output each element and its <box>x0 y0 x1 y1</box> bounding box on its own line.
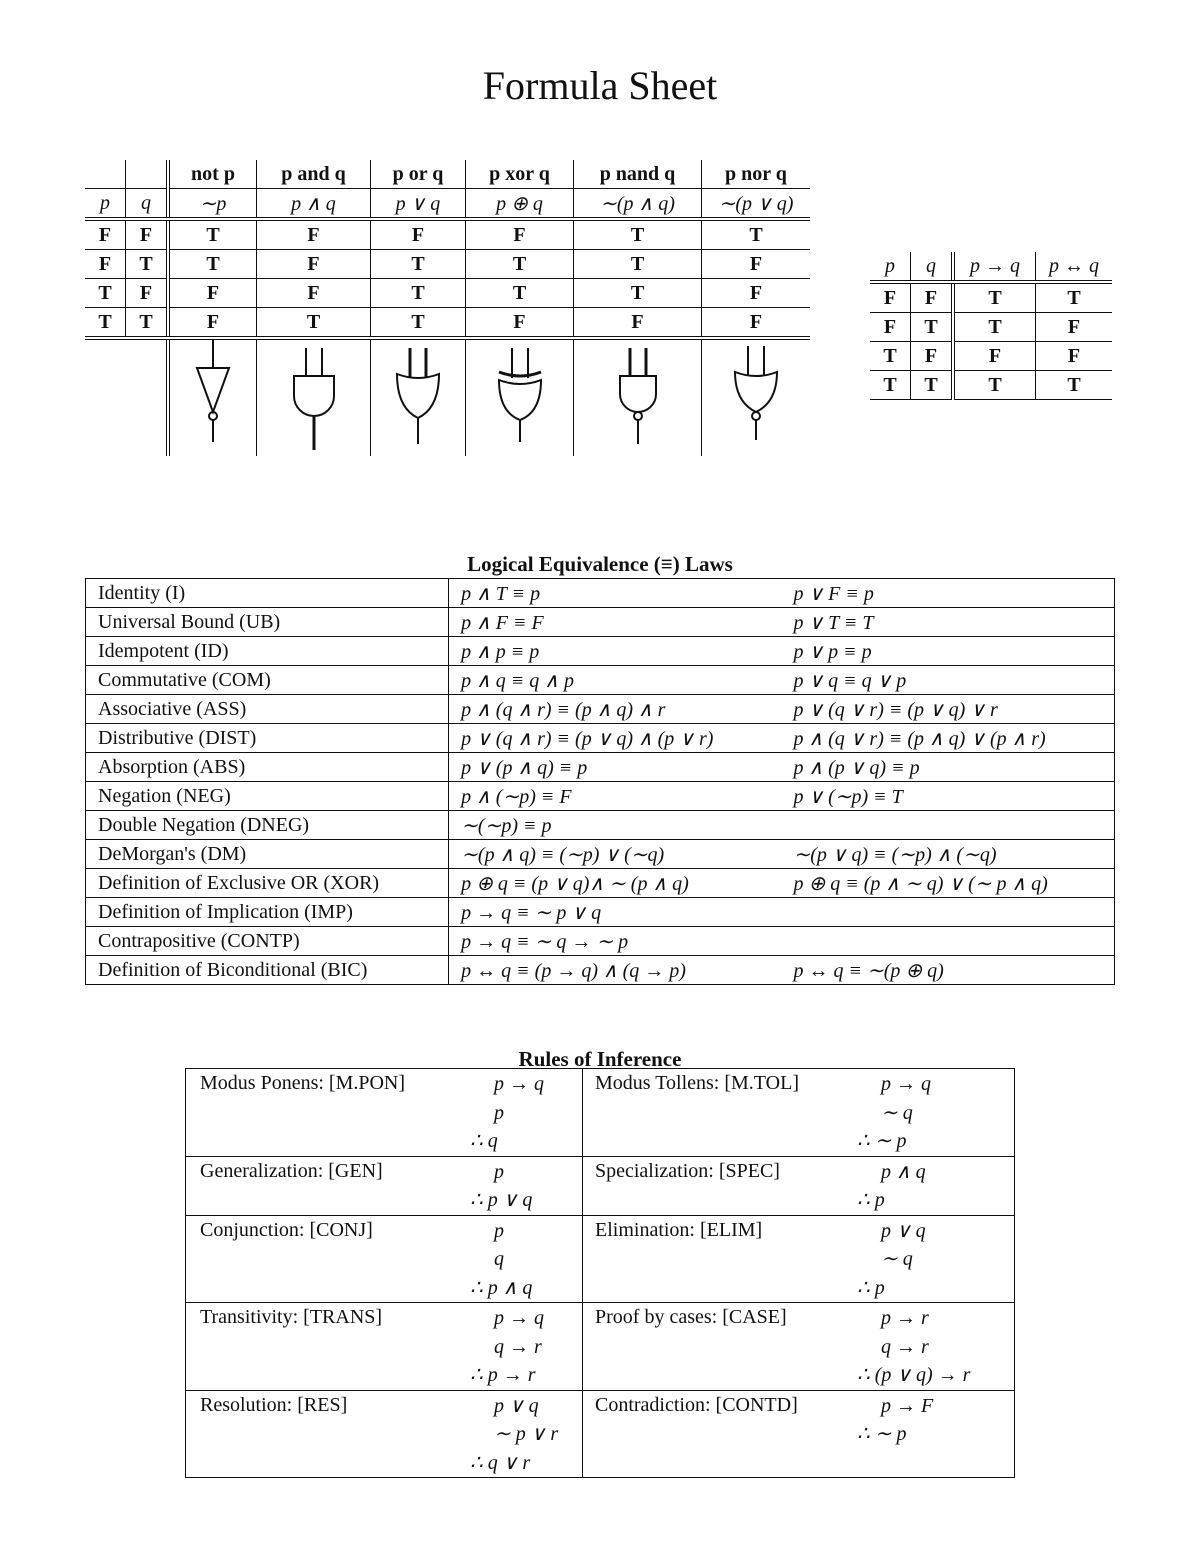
rule-name: Proof by cases: [CASE] <box>583 1303 858 1391</box>
law-row <box>86 898 1115 927</box>
law-formula: p → q ≡ ∼ q → ∼ p <box>449 927 782 956</box>
truth-cell: T <box>574 250 702 279</box>
law-name: Double Negation (DNEG) <box>86 811 449 840</box>
law-formula: p ↔ q ≡ ∼(p ⊕ q) <box>781 956 1114 985</box>
sym-header: p ∧ q <box>257 189 371 220</box>
law-row <box>86 695 1115 724</box>
formula-line: p → r <box>881 1307 929 1329</box>
rule-name: Contradiction: [CONTD] <box>583 1390 858 1478</box>
rule-row <box>186 1390 1015 1478</box>
law-formula: p ∧ p ≡ p <box>449 637 782 666</box>
truth-cell: F <box>257 219 371 250</box>
law-row <box>86 927 1115 956</box>
gate-row <box>85 338 810 456</box>
nor-gate-icon <box>702 338 811 456</box>
rule-formula <box>470 1215 583 1303</box>
small-header: q <box>911 252 954 282</box>
law-formula: p ∧ (∼p) ≡ F <box>449 782 782 811</box>
table-row <box>85 219 810 250</box>
law-formula: p ∧ (p ∨ q) ≡ p <box>781 753 1114 782</box>
rule-name: Modus Ponens: [M.PON] <box>186 1069 471 1157</box>
and-gate-icon <box>257 338 371 456</box>
op-header: p or q <box>371 160 466 189</box>
law-row <box>86 782 1115 811</box>
law-formula: p → q ≡ ∼ p ∨ q <box>449 898 782 927</box>
small-header: p <box>870 252 911 282</box>
law-name: Definition of Biconditional (BIC) <box>86 956 449 985</box>
truth-cell: F <box>702 279 811 308</box>
truth-cell: F <box>953 342 1036 371</box>
formula-line: ∴ ∼ p <box>857 1423 907 1445</box>
truth-cell: T <box>911 371 954 400</box>
formula-line: p ∨ q <box>494 1394 539 1417</box>
truth-cell: T <box>1036 282 1113 313</box>
law-formula: ∼(p ∧ q) ≡ (∼p) ∨ (∼q) <box>449 840 782 869</box>
truth-cell: T <box>953 371 1036 400</box>
op-header: p xor q <box>466 160 574 189</box>
law-formula: ∼(p ∨ q) ≡ (∼p) ∧ (∼q) <box>781 840 1114 869</box>
law-name: Contrapositive (CONTP) <box>86 927 449 956</box>
law-formula: p ∧ T ≡ p <box>449 579 782 608</box>
formula-line: p → q <box>494 1307 544 1329</box>
law-formula <box>781 898 1114 927</box>
var-header: q <box>126 189 169 220</box>
formula-line: p ∧ q <box>881 1160 926 1183</box>
rule-name: Conjunction: [CONJ] <box>186 1215 471 1303</box>
truth-cell: T <box>870 371 911 400</box>
law-formula: p ∨ p ≡ p <box>781 637 1114 666</box>
law-formula: p ∨ F ≡ p <box>781 579 1114 608</box>
formula-line: p <box>494 1101 504 1124</box>
truth-cell: T <box>168 250 257 279</box>
rule-formula <box>470 1069 583 1157</box>
rule-row <box>186 1069 1015 1157</box>
law-name: Associative (ASS) <box>86 695 449 724</box>
law-row <box>86 753 1115 782</box>
laws-title: Logical Equivalence (≡) Laws <box>467 552 733 576</box>
law-formula: p ∨ T ≡ T <box>781 608 1114 637</box>
truth-cell: F <box>85 219 126 250</box>
var-header: p <box>85 189 126 220</box>
truth-cell: T <box>371 279 466 308</box>
sym-header: ∼(p ∨ q) <box>702 189 811 220</box>
law-formula: p ∧ (q ∨ r) ≡ (p ∧ q) ∨ (p ∧ r) <box>781 724 1114 753</box>
law-formula: p ∧ q ≡ q ∧ p <box>449 666 782 695</box>
truth-cell: F <box>870 282 911 313</box>
truth-cell: T <box>574 219 702 250</box>
formula-line: ∴ q ∨ r <box>470 1451 531 1474</box>
truth-cell: T <box>702 219 811 250</box>
truth-cell: F <box>466 308 574 339</box>
truth-cell: T <box>953 282 1036 313</box>
law-name: Distributive (DIST) <box>86 724 449 753</box>
or-gate-icon <box>371 338 466 456</box>
truth-cell: T <box>466 250 574 279</box>
law-name: Definition of Implication (IMP) <box>86 898 449 927</box>
formula-line: ∼ q <box>881 1101 913 1124</box>
law-formula <box>781 811 1114 840</box>
not-gate-icon <box>168 338 257 456</box>
law-name: Negation (NEG) <box>86 782 449 811</box>
truth-cell: T <box>911 313 954 342</box>
formula-line: ∼ q <box>881 1248 913 1270</box>
truth-cell: T <box>85 308 126 339</box>
law-row <box>86 666 1115 695</box>
law-formula: ∼(∼p) ≡ p <box>449 811 782 840</box>
law-row <box>86 608 1115 637</box>
rule-row <box>186 1156 1015 1215</box>
formula-line: q → r <box>494 1335 542 1358</box>
truth-cell: T <box>371 250 466 279</box>
truth-cell: F <box>870 313 911 342</box>
inference-table <box>185 1068 1015 1478</box>
rule-name: Modus Tollens: [M.TOL] <box>583 1069 858 1157</box>
truth-cell: F <box>371 219 466 250</box>
truth-cell: F <box>702 250 811 279</box>
truth-cell: T <box>1036 371 1113 400</box>
sym-header: p ∨ q <box>371 189 466 220</box>
op-header: not p <box>168 160 257 189</box>
law-row <box>86 956 1115 985</box>
rule-formula <box>857 1390 1015 1478</box>
formula-line: ∴ p <box>857 1189 885 1211</box>
truth-cell: T <box>466 279 574 308</box>
law-name: DeMorgan's (DM) <box>86 840 449 869</box>
formula-line: p → F <box>881 1394 934 1417</box>
truth-cell: T <box>257 308 371 339</box>
law-name: Universal Bound (UB) <box>86 608 449 637</box>
inference-title: Rules of Inference <box>518 1047 682 1071</box>
truth-cell: F <box>257 279 371 308</box>
rule-name: Elimination: [ELIM] <box>583 1215 858 1303</box>
rule-name: Resolution: [RES] <box>186 1390 471 1478</box>
law-row <box>86 724 1115 753</box>
table-row <box>870 313 1112 342</box>
nand-gate-icon <box>574 338 702 456</box>
law-formula: p ∨ (q ∨ r) ≡ (p ∨ q) ∨ r <box>781 695 1114 724</box>
formula-line: p <box>494 1160 504 1183</box>
law-name: Absorption (ABS) <box>86 753 449 782</box>
rule-formula <box>857 1303 1015 1391</box>
formula-line: ∴ ∼ p <box>857 1130 907 1152</box>
law-formula <box>781 927 1114 956</box>
law-name: Identity (I) <box>86 579 449 608</box>
rule-formula <box>470 1303 583 1391</box>
law-formula: p ∧ (q ∧ r) ≡ (p ∧ q) ∧ r <box>449 695 782 724</box>
law-row <box>86 840 1115 869</box>
op-header: p and q <box>257 160 371 189</box>
table-row <box>85 279 810 308</box>
op-header: p nor q <box>702 160 811 189</box>
law-formula: p ↔ q ≡ (p → q) ∧ (q → p) <box>449 956 782 985</box>
rule-name: Generalization: [GEN] <box>186 1156 471 1215</box>
rule-formula <box>470 1390 583 1478</box>
truth-cell: F <box>126 279 169 308</box>
rule-name: Transitivity: [TRANS] <box>186 1303 471 1391</box>
truth-cell: F <box>168 308 257 339</box>
small-header: p → q <box>953 252 1036 282</box>
op-header: p nand q <box>574 160 702 189</box>
rule-formula <box>470 1156 583 1215</box>
law-formula: p ⊕ q ≡ (p ∨ q)∧ ∼ (p ∧ q) <box>449 869 782 898</box>
table-row <box>870 342 1112 371</box>
formula-line: q <box>494 1248 504 1270</box>
law-name: Definition of Exclusive OR (XOR) <box>86 869 449 898</box>
law-name: Commutative (COM) <box>86 666 449 695</box>
page-title: Formula Sheet <box>482 63 718 108</box>
table-row <box>85 250 810 279</box>
law-name: Idempotent (ID) <box>86 637 449 666</box>
law-formula: p ⊕ q ≡ (p ∧ ∼ q) ∨ (∼ p ∧ q) <box>781 869 1114 898</box>
law-row <box>86 869 1115 898</box>
truth-cell: F <box>911 342 954 371</box>
formula-line: ∴ p <box>857 1276 885 1299</box>
truth-cell: F <box>1036 342 1113 371</box>
formula-line: p <box>494 1219 504 1242</box>
xor-gate-icon <box>466 338 574 456</box>
truth-cell: F <box>911 282 954 313</box>
law-formula: p ∧ F ≡ F <box>449 608 782 637</box>
truth-cell: F <box>702 308 811 339</box>
formula-line: ∴ p ∨ q <box>470 1189 533 1211</box>
law-row <box>86 811 1115 840</box>
truth-cell: F <box>126 219 169 250</box>
formula-line: q → r <box>881 1335 929 1358</box>
truth-cell: F <box>466 219 574 250</box>
truth-cell: T <box>574 279 702 308</box>
rule-name: Specialization: [SPEC] <box>583 1156 858 1215</box>
truth-cell: T <box>371 308 466 339</box>
truth-cell: T <box>953 313 1036 342</box>
rule-formula <box>857 1215 1015 1303</box>
truth-table <box>85 160 810 456</box>
truth-cell: T <box>126 250 169 279</box>
small-header: p ↔ q <box>1036 252 1113 282</box>
formula-line: p → q <box>494 1073 544 1095</box>
rule-formula <box>857 1156 1015 1215</box>
truth-cell: F <box>257 250 371 279</box>
formula-line: p ∨ q <box>881 1219 926 1242</box>
truth-cell: T <box>85 279 126 308</box>
law-formula: p ∨ q ≡ q ∨ p <box>781 666 1114 695</box>
law-row <box>86 637 1115 666</box>
law-formula: p ∨ (∼p) ≡ T <box>781 782 1114 811</box>
rule-row <box>186 1303 1015 1391</box>
sym-header: ∼(p ∧ q) <box>574 189 702 220</box>
truth-cell: F <box>168 279 257 308</box>
formula-line: ∼ p ∨ r <box>494 1423 559 1445</box>
truth-cell: F <box>574 308 702 339</box>
truth-cell: T <box>168 219 257 250</box>
truth-cell: T <box>870 342 911 371</box>
formula-line: ∴ (p ∨ q) → r <box>857 1364 971 1386</box>
table-row <box>870 282 1112 313</box>
formula-line: ∴ p ∧ q <box>470 1276 533 1299</box>
rule-row <box>186 1215 1015 1303</box>
formula-line: ∴ p → r <box>470 1364 536 1386</box>
law-formula: p ∨ (q ∧ r) ≡ (p ∨ q) ∧ (p ∨ r) <box>449 724 782 753</box>
truth-cell: T <box>126 308 169 339</box>
truth-cell: F <box>1036 313 1113 342</box>
formula-line: ∴ q <box>470 1130 498 1152</box>
law-row <box>86 579 1115 608</box>
law-formula: p ∨ (p ∧ q) ≡ p <box>449 753 782 782</box>
rule-formula <box>857 1069 1015 1157</box>
sym-header: p ⊕ q <box>466 189 574 220</box>
truth-cell: F <box>85 250 126 279</box>
formula-line: p → q <box>881 1073 931 1095</box>
laws-table <box>85 578 1115 985</box>
table-row <box>870 371 1112 400</box>
table-row <box>85 308 810 339</box>
implication-table <box>870 252 1112 400</box>
sym-header: ∼p <box>168 189 257 220</box>
